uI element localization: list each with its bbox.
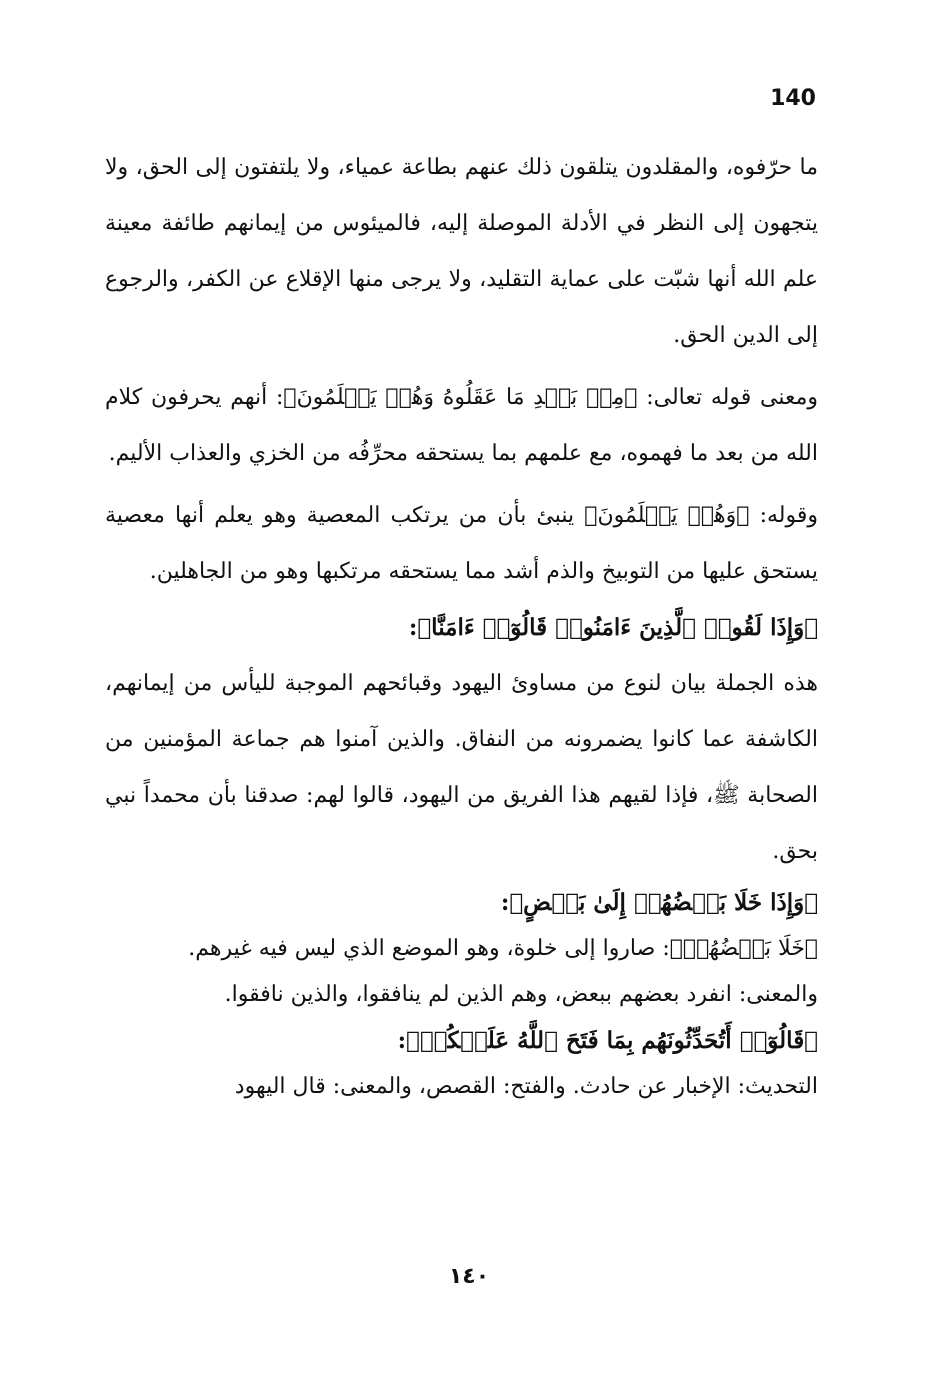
verse-heading: ﴿قَالُوٓا۟ أَتُحَدِّثُونَهُم بِمَا فَتَحَ ٱللَّهُ عَلَيۡكُمۡ﴾: (397, 1027, 818, 1054)
page-body (105, 140, 818, 1110)
page-number-bottom: ١٤٠ (448, 1264, 490, 1289)
text-line: ﴿خَلَا بَعۡضُهُمۡ﴾: صاروا إلى خلوة، وهو الموضع الذي ليس فيه غيرهم. (188, 936, 818, 961)
paragraph: ما حرّفوه، والمقلدون يتلقون ذلك عنهم بطاعة عمياء، ولا يلتفتون إلى الحق، ولا يتجهون إلى النظر في الأدلة الموصلة إليه، فالميئوس من إيمانهم طائفة معينة علم الله أنها شبّت على عماية التقليد، ولا يرجى منها الإقلاع عن الكفر، والرجوع إلى الدين الحق. (105, 155, 818, 348)
paragraph: ومعنى قوله تعالى: ﴿مِنۢ بَعۡدِ مَا عَقَلُوهُ وَهُمۡ يَعۡلَمُونَ﴾: أنهم يحرفون كلام الله من بعد ما فهموه، مع علمهم بما يستحقه محرِّفُه من الخزي والعذاب الأليم. (105, 385, 818, 466)
paragraph: هذه الجملة بيان لنوع من مساوئ اليهود وقبائحهم الموجبة لليأس من إيمانهم، الكاشفة عما كانوا يضمرونه من النفاق. والذين آمنوا هم جماعة المؤمنين من الصحابة ﷺ، فإذا لقيهم هذا الفريق من اليهود، قالوا لهم: صدقنا بأن محمداً نبي بحق. (105, 671, 818, 864)
text-line: والمعنى: انفرد بعضهم ببعض، وهم الذين لم ينافقوا، والذين نافقوا. (224, 982, 818, 1007)
page-number-top: 140 (770, 86, 816, 111)
short-lines (105, 880, 818, 1110)
verse-heading: ﴿وَإِذَا خَلَا بَعۡضُهُمۡ إِلَىٰ بَعۡضٍ﴾: (500, 889, 818, 916)
text-line: التحديث: الإخبار عن حادث. والفتح: القصص، والمعنى: قال اليهود (234, 1074, 818, 1099)
paragraph: وقوله: ﴿وَهُمۡ يَعۡلَمُونَ﴾ ينبئ بأن من يرتكب المعصية وهو يعلم أنها معصية يستحق عليها من التوبيخ والذم أشد مما يستحقه مرتكبها وهو من الجاهلين. (105, 503, 818, 584)
verse-heading: ﴿وَإِذَا لَقُوا۟ ٱلَّذِينَ ءَامَنُوا۟ قَالُوٓا۟ ءَامَنَّا﴾: (408, 614, 818, 641)
